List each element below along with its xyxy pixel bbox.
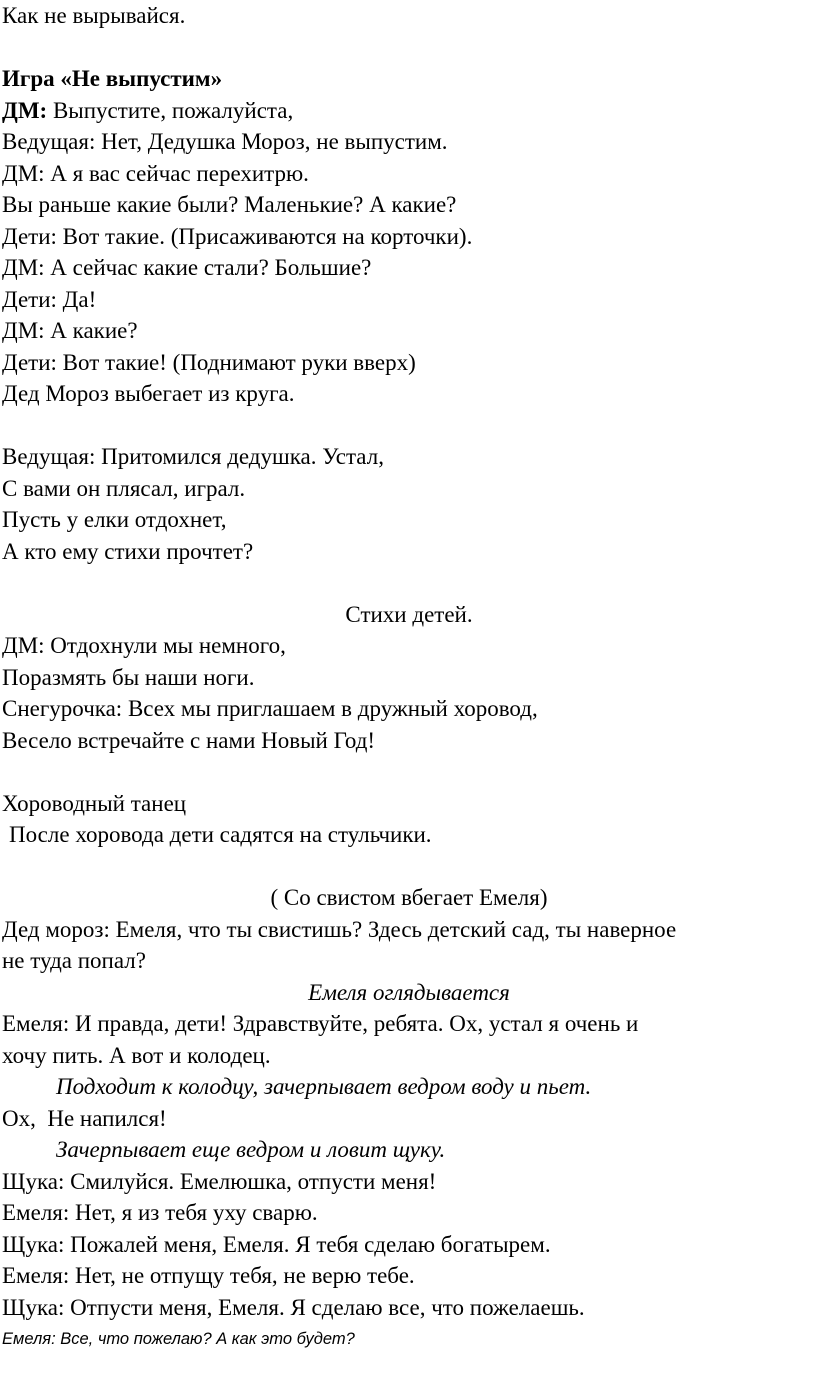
stage-direction: Подходит к колодцу, зачерпывает ведром воду и пьет. xyxy=(56,1074,592,1099)
text-line: Ведущая: Нет, Дедушка Мороз, не выпустим. xyxy=(2,129,448,154)
text-line: Щука: Пожалей меня, Емеля. Я тебя сделаю богатырем. xyxy=(2,1231,551,1257)
text-line: не туда попал? xyxy=(2,948,146,973)
text-line xyxy=(2,95,816,127)
text-line: Щука: Отпусти меня, Емеля. Я сделаю все, что пожелаешь. xyxy=(2,1294,585,1320)
text-line: Пусть у елки отдохнет, xyxy=(2,507,227,532)
text-line: Емеля: И правда, дети! Здравствуйте, ребята. Ох, устал я очень и xyxy=(2,1011,639,1036)
text-line: Ведущая: Притомился дедушка. Устал, xyxy=(2,444,384,469)
text-line: После хоровода дети садятся на стульчики. xyxy=(9,822,432,847)
text-line: хочу пить. А вот и колодец. xyxy=(2,1042,271,1068)
text-line: Поразмять бы наши ноги. xyxy=(2,664,255,690)
text-line: Вы раньше какие были? Маленькие? А какие? xyxy=(2,192,457,217)
text-line: ДМ: Отдохнули мы немного, xyxy=(2,633,286,658)
stage-direction: Зачерпывает еще ведром и ловит щуку. xyxy=(56,1137,446,1162)
blank-line xyxy=(2,410,816,442)
text-line: А кто ему стихи прочтет? xyxy=(2,538,254,564)
text-line: Хороводный танец xyxy=(2,790,187,816)
text-line: Емеля: Нет, не отпущу тебя, не верю тебе. xyxy=(2,1263,415,1288)
text-line: ДМ: А какие? xyxy=(2,318,138,343)
text-line: Дед мороз: Емеля, что ты свистишь? Здесь детский сад, ты наверное xyxy=(2,916,677,942)
blank-line xyxy=(2,32,816,64)
text-line: Щука: Смилуйся. Емелюшка, отпусти меня! xyxy=(2,1168,437,1194)
centered-line: ( Со свистом вбегает Емеля) xyxy=(270,885,548,910)
text-line: Как не вырывайся. xyxy=(2,3,186,28)
text-line: Снегурочка: Всех мы приглашаем в дружный хоровод, xyxy=(2,696,538,721)
text-line: Дети: Вот такие. (Присаживаются на корточки). xyxy=(2,223,473,249)
stage-direction: Емеля оглядывается xyxy=(308,979,510,1005)
section-heading: Игра «Не выпустим» xyxy=(2,66,223,91)
blank-line xyxy=(2,756,816,788)
text-line: Емеля: Нет, я из тебя уху сварю. xyxy=(2,1200,318,1225)
text-line: Дед Мороз выбегает из круга. xyxy=(2,381,295,406)
text-line: Весело встречайте с нами Новый Год! xyxy=(2,727,376,753)
text-line: Дети: Да! xyxy=(2,286,97,312)
final-line: Емеля: Все, что пожелаю? А как это будет? xyxy=(2,1330,355,1348)
text-line: Ох, Не напился! xyxy=(2,1105,167,1131)
text-line: ДМ: А я вас сейчас перехитрю. xyxy=(2,160,309,186)
centered-line: Стихи детей. xyxy=(345,601,473,627)
text-line: ДМ: А сейчас какие стали? Большие? xyxy=(2,255,372,280)
blank-line xyxy=(2,567,816,599)
blank-line xyxy=(2,851,816,883)
speaker-label: ДМ: xyxy=(2,97,48,123)
text-line: Дети: Вот такие! (Поднимают руки вверх) xyxy=(2,349,416,375)
text-line: С вами он плясал, играл. xyxy=(2,475,246,501)
speaker-text: Выпустите, пожалуйста, xyxy=(52,97,294,123)
